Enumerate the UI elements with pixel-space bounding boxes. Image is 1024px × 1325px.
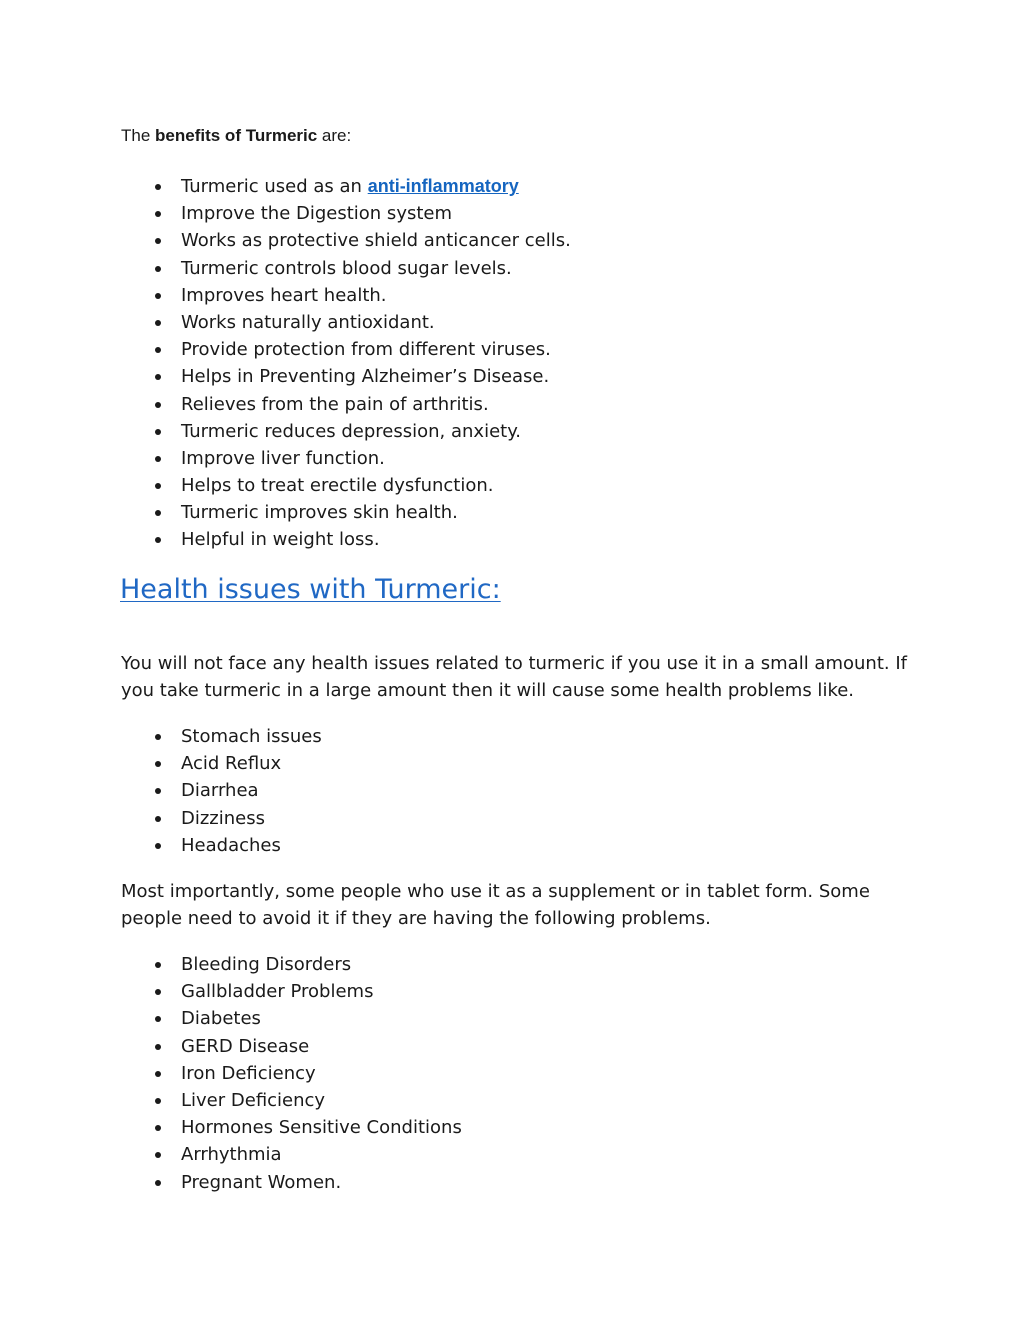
intro-bold: benefits of Turmeric — [155, 126, 318, 145]
bullet-icon — [155, 816, 161, 822]
bullet-icon — [155, 320, 161, 326]
list-item-text: Helpful in weight loss. — [181, 529, 380, 551]
list-item — [121, 1087, 921, 1114]
list-item — [121, 336, 921, 363]
list-item-text: Helps to treat erectile dysfunction. — [181, 475, 494, 497]
bullet-icon — [155, 1098, 161, 1104]
intro-suffix: are: — [317, 126, 352, 145]
list-item-text: Provide protection from different viruses. — [181, 339, 551, 361]
list-item-text: Acid Reflux — [181, 753, 282, 775]
list-item — [121, 200, 921, 227]
list-item — [121, 1033, 921, 1060]
list-item — [121, 777, 921, 804]
benefits-list — [121, 173, 921, 554]
list-item — [121, 472, 921, 499]
list-item — [121, 499, 921, 526]
bullet-icon — [155, 843, 161, 849]
list-item-text: Helps in Preventing Alzheimer’s Disease. — [181, 366, 550, 388]
list-item — [121, 1141, 921, 1168]
list-item — [121, 1060, 921, 1087]
bullet-icon — [155, 266, 161, 272]
bullet-icon — [155, 211, 161, 217]
list-item-text: Turmeric controls blood sugar levels. — [181, 257, 512, 279]
bullet-icon — [155, 510, 161, 516]
bullet-icon — [155, 429, 161, 435]
list-item-text: Improve liver function. — [181, 447, 385, 469]
bullet-icon — [155, 374, 161, 380]
list-item — [121, 832, 921, 859]
list-item — [121, 1169, 921, 1196]
bullet-icon — [155, 293, 161, 299]
list-item-text: Hormones Sensitive Conditions — [181, 1117, 462, 1139]
list-item-text: Liver Deficiency — [181, 1089, 326, 1111]
bullet-icon — [155, 1152, 161, 1158]
list-item — [121, 445, 921, 472]
list-item-text: Gallbladder Problems — [181, 981, 374, 1003]
anti-inflammatory-link[interactable]: anti-inflammatory — [367, 176, 519, 196]
list-item — [121, 282, 921, 309]
bullet-icon — [155, 402, 161, 408]
list-item-text: Turmeric improves skin health. — [181, 502, 458, 524]
avoid-paragraph: Most importantly, some people who use it as a supplement or in tablet form. Some people need to avoid it if they are having the following problems. — [121, 881, 870, 929]
list-item — [121, 391, 921, 418]
list-item — [121, 723, 921, 750]
list-item-text: GERD Disease — [181, 1035, 310, 1057]
bullet-icon — [155, 483, 161, 489]
bullet-icon — [155, 761, 161, 767]
health-issues-heading: Health issues with Turmeric: — [120, 574, 501, 605]
intro-prefix: The — [121, 126, 156, 145]
list-item — [121, 750, 921, 777]
list-item — [121, 951, 921, 978]
list-item-text: Turmeric used as an — [181, 176, 368, 197]
list-item — [121, 255, 921, 282]
list-item — [121, 1114, 921, 1141]
list-item — [121, 805, 921, 832]
bullet-icon — [155, 1180, 161, 1186]
bullet-icon — [155, 184, 161, 190]
list-item-text: Arrhythmia — [181, 1144, 282, 1166]
list-item-text: Relieves from the pain of arthritis. — [181, 393, 489, 415]
bullet-icon — [155, 1125, 161, 1131]
list-item-text: Turmeric reduces depression, anxiety. — [181, 420, 522, 442]
list-item — [121, 363, 921, 390]
list-item-text: Pregnant Women. — [181, 1171, 342, 1193]
health-issues-paragraph: You will not face any health issues related to turmeric if you use it in a small amount. If you take turmeric in a large amount then it will cause some health problems like. — [121, 653, 907, 701]
list-item — [121, 418, 921, 445]
list-item-text: Works as protective shield anticancer cells. — [181, 230, 571, 252]
list-item — [121, 309, 921, 336]
list-item-text: Bleeding Disorders — [181, 954, 352, 975]
list-item-text: Iron Deficiency — [181, 1062, 316, 1084]
bullet-icon — [155, 989, 161, 995]
bullet-icon — [155, 788, 161, 794]
list-item-text: Works naturally antioxidant. — [181, 311, 435, 333]
health-issues-list — [121, 723, 921, 859]
bullet-icon — [155, 456, 161, 462]
list-item — [121, 978, 921, 1005]
bullet-icon — [155, 537, 161, 543]
list-item — [121, 227, 921, 254]
avoid-conditions-list — [121, 951, 921, 1196]
list-item-text: Diabetes — [181, 1008, 261, 1030]
list-item-text: Dizziness — [181, 807, 265, 829]
bullet-icon — [155, 238, 161, 244]
bullet-icon — [155, 962, 161, 968]
list-item — [121, 1005, 921, 1032]
list-item — [121, 526, 921, 553]
list-item-text: Improve the Digestion system — [181, 203, 453, 225]
bullet-icon — [155, 1016, 161, 1022]
bullet-icon — [155, 1044, 161, 1050]
bullet-icon — [155, 347, 161, 353]
list-item-text: Stomach issues — [181, 726, 322, 747]
list-item — [121, 173, 921, 200]
bullet-icon — [155, 1071, 161, 1077]
list-item-text: Improves heart health. — [181, 284, 387, 306]
bullet-icon — [155, 734, 161, 740]
intro-line — [121, 124, 351, 148]
list-item-text: Diarrhea — [181, 780, 259, 802]
list-item-text: Headaches — [181, 834, 281, 856]
